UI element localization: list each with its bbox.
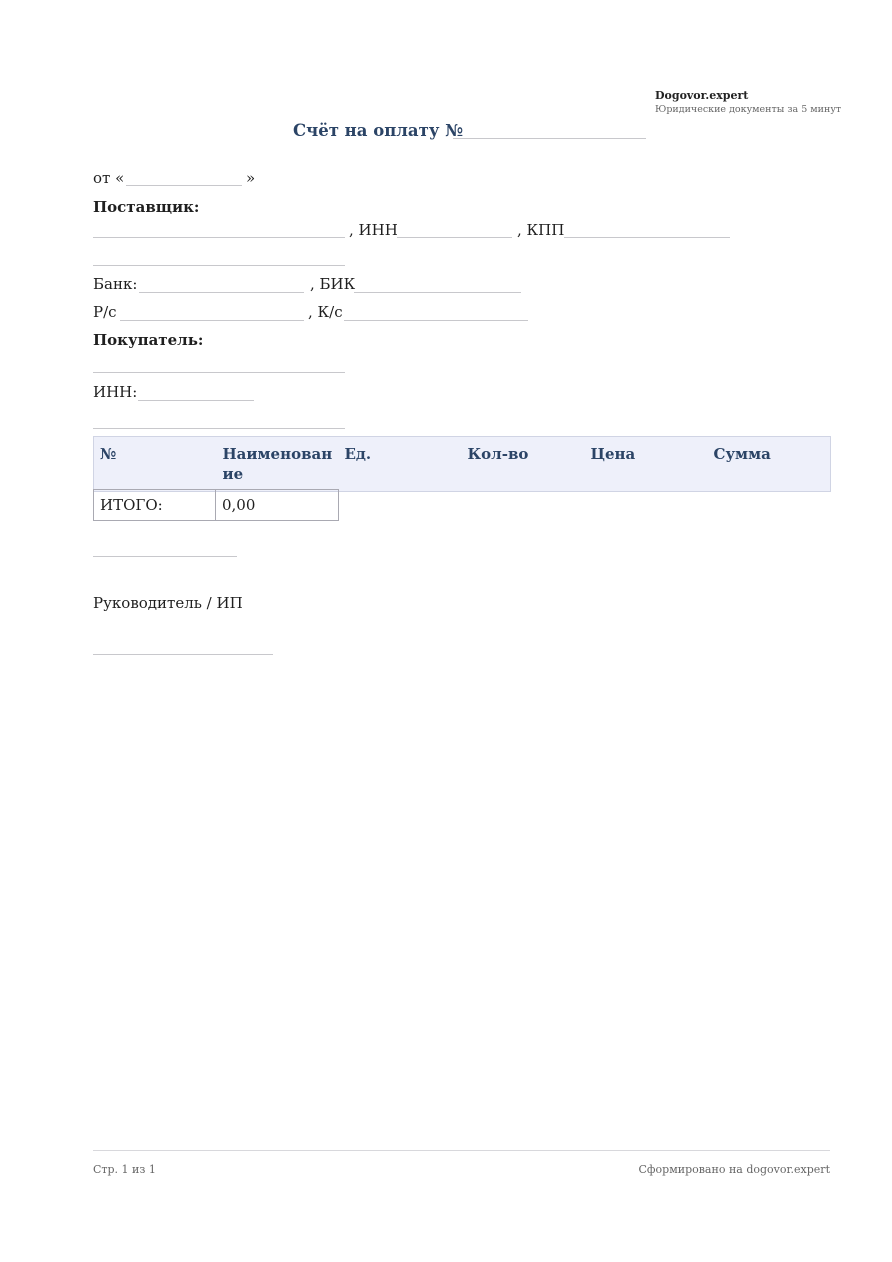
col-header-price: Цена xyxy=(585,437,708,492)
footer-page-number: Стр. 1 из 1 xyxy=(93,1163,156,1176)
buyer-inn-label: ИНН: xyxy=(93,383,138,401)
col-header-unit: Ед. xyxy=(339,437,462,492)
supplier-ks-field[interactable] xyxy=(344,320,528,321)
col-header-number: № xyxy=(94,437,217,492)
supplier-inn-field[interactable] xyxy=(397,237,512,238)
col-header-quantity: Кол-во xyxy=(462,437,585,492)
supplier-heading: Поставщик: xyxy=(93,198,200,216)
items-table xyxy=(93,436,831,492)
footer-divider xyxy=(93,1150,830,1151)
supplier-rs-label: Р/с xyxy=(93,303,117,321)
supplier-bank-field[interactable] xyxy=(139,292,304,293)
signature-role: Руководитель / ИП xyxy=(93,594,243,612)
total-row xyxy=(93,489,339,521)
table-header-row xyxy=(94,437,831,492)
total-value: 0,00 xyxy=(216,489,339,521)
date-prefix: от « xyxy=(93,169,125,187)
supplier-kpp-field[interactable] xyxy=(564,237,730,238)
supplier-ks-label: , К/с xyxy=(308,303,343,321)
brand-name: Dogovor.expert xyxy=(655,89,749,102)
brand-tagline: Юридические документы за 5 минут xyxy=(655,104,842,115)
supplier-inn-label: , ИНН xyxy=(349,221,398,239)
buyer-heading: Покупатель: xyxy=(93,331,204,349)
date-suffix: » xyxy=(246,169,256,187)
supplier-kpp-label: , КПП xyxy=(517,221,565,239)
signature-name-line[interactable] xyxy=(93,654,273,655)
document-title: Счёт на оплату № xyxy=(293,121,464,140)
col-header-name: Наименование xyxy=(217,437,339,492)
supplier-address-field[interactable] xyxy=(93,265,345,266)
signature-line[interactable] xyxy=(93,556,237,557)
buyer-inn-field[interactable] xyxy=(138,400,254,401)
supplier-bik-label: , БИК xyxy=(310,275,356,293)
col-header-sum: Сумма xyxy=(708,437,831,492)
supplier-rs-field[interactable] xyxy=(120,320,304,321)
buyer-address-field[interactable] xyxy=(93,428,345,429)
supplier-bik-field[interactable] xyxy=(354,292,521,293)
footer-generated: Сформировано на dogovor.expert xyxy=(638,1163,830,1176)
invoice-number-field[interactable] xyxy=(453,138,646,139)
total-label: ИТОГО: xyxy=(93,489,216,521)
supplier-name-field[interactable] xyxy=(93,237,345,238)
supplier-bank-label: Банк: xyxy=(93,275,138,293)
buyer-name-field[interactable] xyxy=(93,372,345,373)
date-field[interactable] xyxy=(126,185,242,186)
